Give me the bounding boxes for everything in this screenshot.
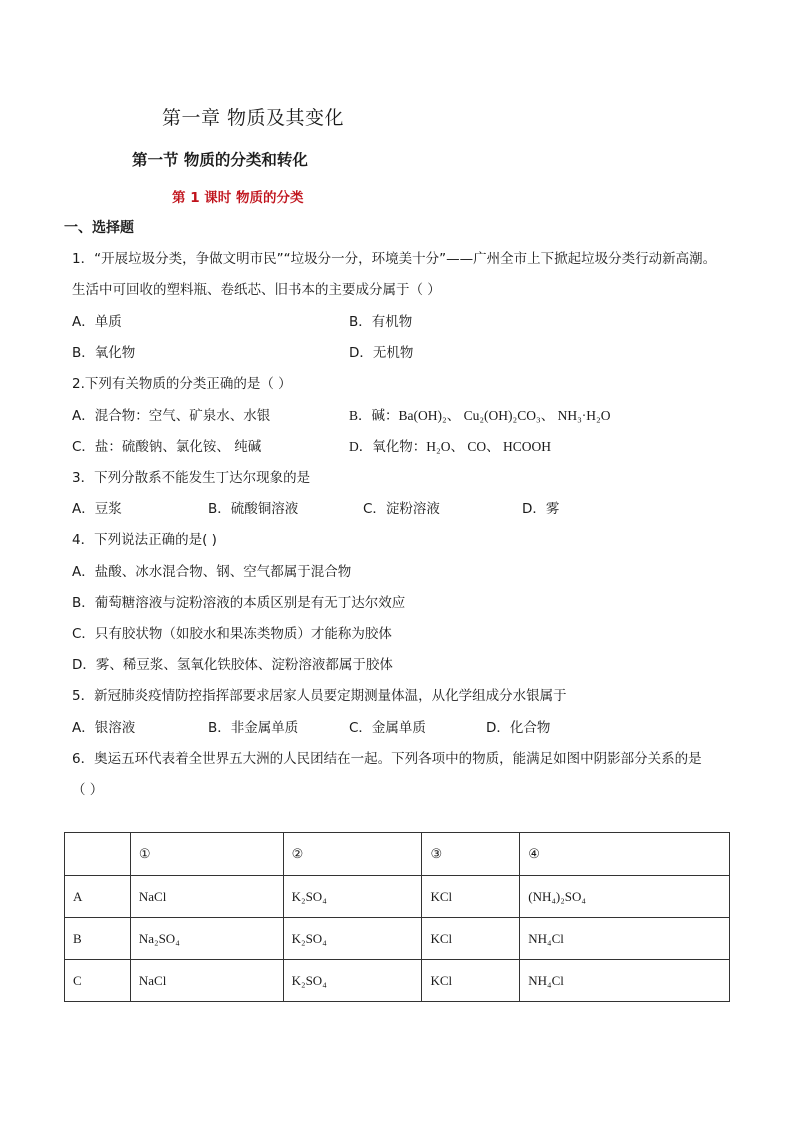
table-cell: NaCl xyxy=(130,876,283,918)
q2-stem: 2.下列有关物质的分类正确的是（ ） xyxy=(72,376,292,392)
table-cell: KCl xyxy=(422,876,520,918)
table-header-cell: ④ xyxy=(520,833,730,876)
table-row xyxy=(65,960,730,1002)
q2-option-d: D．氧化物：H₂O、 CO、 HCOOH xyxy=(349,439,551,454)
table-row xyxy=(65,876,730,918)
q2-option-a: A．混合物：空气、矿泉水、水银 xyxy=(72,408,271,424)
table-cell: NH₄Cl xyxy=(520,960,730,1002)
q4-option-c: C．只有胶状物（如胶水和果冻类物质）才能称为胶体 xyxy=(72,626,392,642)
table-cell: NaCl xyxy=(130,960,283,1002)
table-cell: K₂SO₄ xyxy=(283,918,422,960)
part-heading: 一、选择题 xyxy=(64,220,134,236)
q3-option-d: D．雾 xyxy=(522,501,560,517)
q6-stem-line-1: 6．奥运五环代表着全世界五大洲的人民团结在一起。下列各项中的物质，能满足如图中阴影部分关系的是 xyxy=(72,751,702,767)
table-header-cell: ① xyxy=(130,833,283,876)
q1-option-c: B．氧化物 xyxy=(72,345,136,361)
q3-option-b: B．硫酸铜溶液 xyxy=(208,501,299,517)
q5-option-c: C．金属单质 xyxy=(349,720,426,736)
q5-option-d: D．化合物 xyxy=(486,720,551,736)
answer-table xyxy=(64,832,730,1002)
table-cell: A xyxy=(65,876,131,918)
table-cell: (NH₄)₂SO₄ xyxy=(520,876,730,918)
q6-stem-line-2: （ ） xyxy=(72,782,104,798)
table-cell: KCl xyxy=(422,918,520,960)
q3-stem: 3．下列分散系不能发生丁达尔现象的是 xyxy=(72,470,311,486)
table-cell: C xyxy=(65,960,131,1002)
table-cell: K₂SO₄ xyxy=(283,876,422,918)
q1-stem-line-2: 生活中可回收的塑料瓶、卷纸芯、旧书本的主要成分属于（ ） xyxy=(72,282,441,298)
q4-stem: 4．下列说法正确的是( ) xyxy=(72,532,217,548)
q4-option-b: B．葡萄糖溶液与淀粉溶液的本质区别是有无丁达尔效应 xyxy=(72,595,406,611)
q1-stem-line-1: 1．“开展垃圾分类，争做文明市民”“垃圾分一分，环境美十分”——广州全市上下掀起垃圾分类行动新高潮。 xyxy=(72,251,717,267)
table-header-row xyxy=(65,833,730,876)
q1-option-b: B．有机物 xyxy=(349,314,413,330)
q1-option-d: D．无机物 xyxy=(349,345,414,361)
q3-option-c: C．淀粉溶液 xyxy=(363,501,440,517)
table-header-cell: ③ xyxy=(422,833,520,876)
q1-option-a: A．单质 xyxy=(72,314,122,330)
lesson-title: 第 1 课时 物质的分类 xyxy=(172,190,304,206)
table-header-cell xyxy=(65,833,131,876)
table-cell: KCl xyxy=(422,960,520,1002)
q5-stem: 5．新冠肺炎疫情防控指挥部要求居家人员要定期测量体温，从化学组成分水银属于 xyxy=(72,688,567,704)
table-row xyxy=(65,918,730,960)
chapter-title: 第一章 物质及其变化 xyxy=(162,107,345,129)
table-cell: NH₄Cl xyxy=(520,918,730,960)
table-cell: K₂SO₄ xyxy=(283,960,422,1002)
table-cell: Na₂SO₄ xyxy=(130,918,283,960)
section-title: 第一节 物质的分类和转化 xyxy=(132,151,308,169)
q2-option-b: B．碱：Ba(OH)₂、 Cu₂(OH)₂CO₃、 NH₃·H₂O xyxy=(349,408,611,423)
q4-option-a: A．盐酸、冰水混合物、钢、空气都属于混合物 xyxy=(72,564,352,580)
table-cell: B xyxy=(65,918,131,960)
q4-option-d: D．雾、稀豆浆、氢氧化铁胶体、淀粉溶液都属于胶体 xyxy=(72,657,393,673)
q2-option-c: C．盐：硫酸钠、氯化铵、 纯碱 xyxy=(72,439,262,455)
table-header-cell: ② xyxy=(283,833,422,876)
q5-option-b: B．非金属单质 xyxy=(208,720,299,736)
q5-option-a: A．银溶液 xyxy=(72,720,136,736)
q3-option-a: A．豆浆 xyxy=(72,501,122,517)
